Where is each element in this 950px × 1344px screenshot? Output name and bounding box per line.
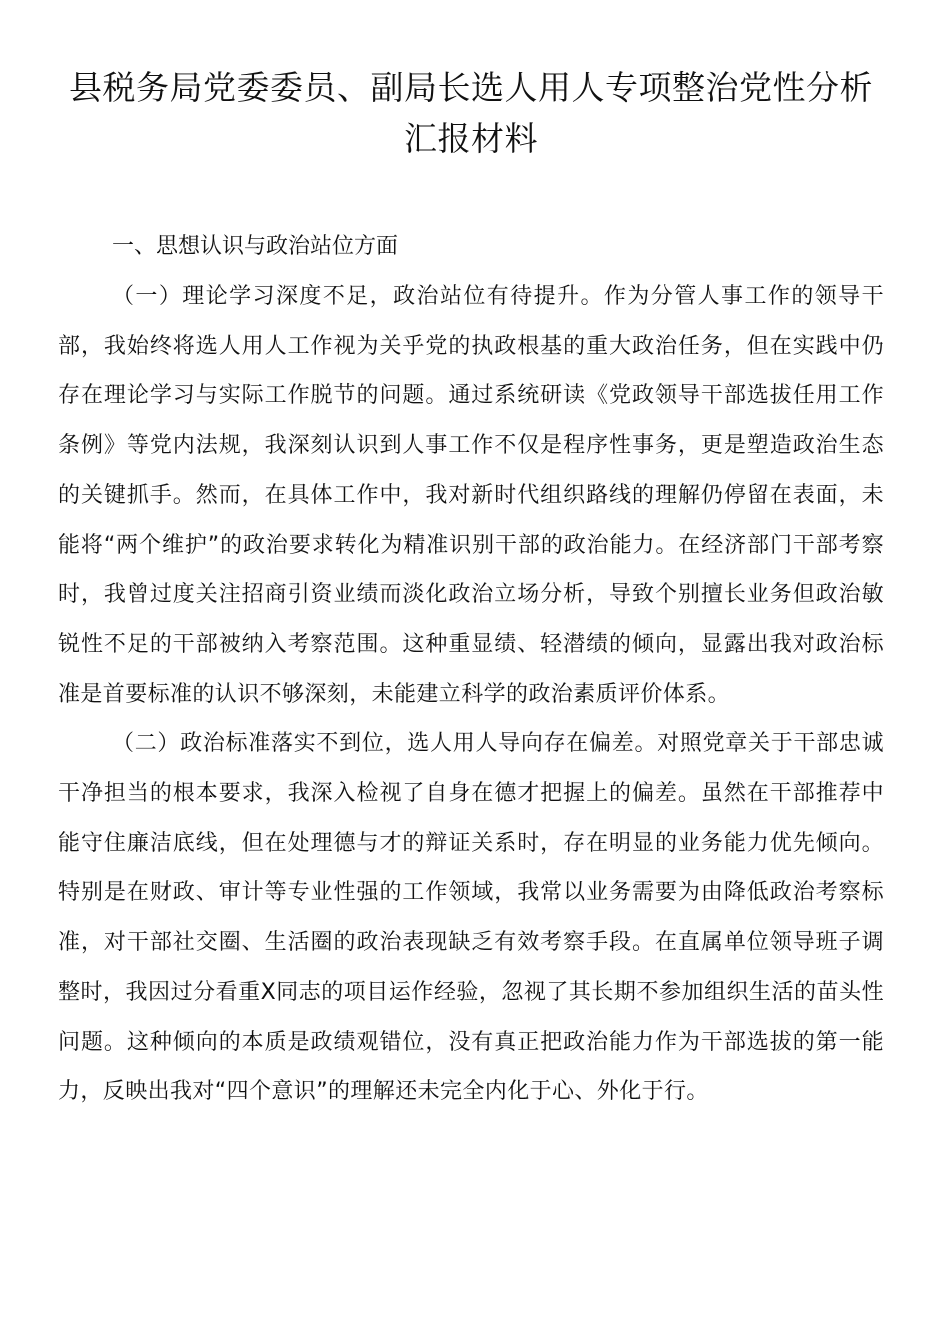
document-title: 县税务局党委委员、副局长选人用人专项整治党性分析汇报材料 — [69, 68, 873, 158]
section-heading: 一、思想认识与政治站位方面 — [112, 234, 399, 259]
paragraph-1: （一）理论学习深度不足，政治站位有待提升。作为分管人事工作的领导干部，我始终将选人用人工作视为关乎党的执政根基的重大政治任务，但在实践中仍存在理论学习与实际工作脱节的问题。通过系统研读《党政领导干部选拔任用工作条例》等党内法规，我深刻认识到人事工作不仅是程序性事务，更是塑造政治生态的关键抓手。然而，在具体工作中，我对新时代组织路线的理解仍停留在表面，未能将“两个维护”的政治要求转化为精准识别干部的政治能力。在经济部门干部考察时，我曾过度关注招商引资业绩而淡化政治立场分析，导致个别擅长业务但政治敏锐性不足的干部被纳入考察范围。这种重显绩、轻潜绩的倾向，显露出我对政治标准是首要标准的认识不够深刻，未能建立科学的政治素质评价体系。 — [58, 284, 884, 707]
paragraph-2: （二）政治标准落实不到位，选人用人导向存在偏差。对照党章关于干部忠诚干净担当的根本要求，我深入检视了自身在德才把握上的偏差。虽然在干部推荐中能守住廉洁底线，但在处理德与才的辩证关系时，存在明显的业务能力优先倾向。特别是在财政、审计等专业性强的工作领域，我常以业务需要为由降低政治考察标准，对干部社交圈、生活圈的政治表现缺乏有效考察手段。在直属单位领导班子调整时，我因过分看重X同志的项目运作经验，忽视了其长期不参加组织生活的苗头性问题。这种倾向的本质是政绩观错位，没有真正把政治能力作为干部选拔的第一能力，反映出我对“四个意识”的理解还未完全内化于心、外化于行。 — [58, 731, 884, 1105]
